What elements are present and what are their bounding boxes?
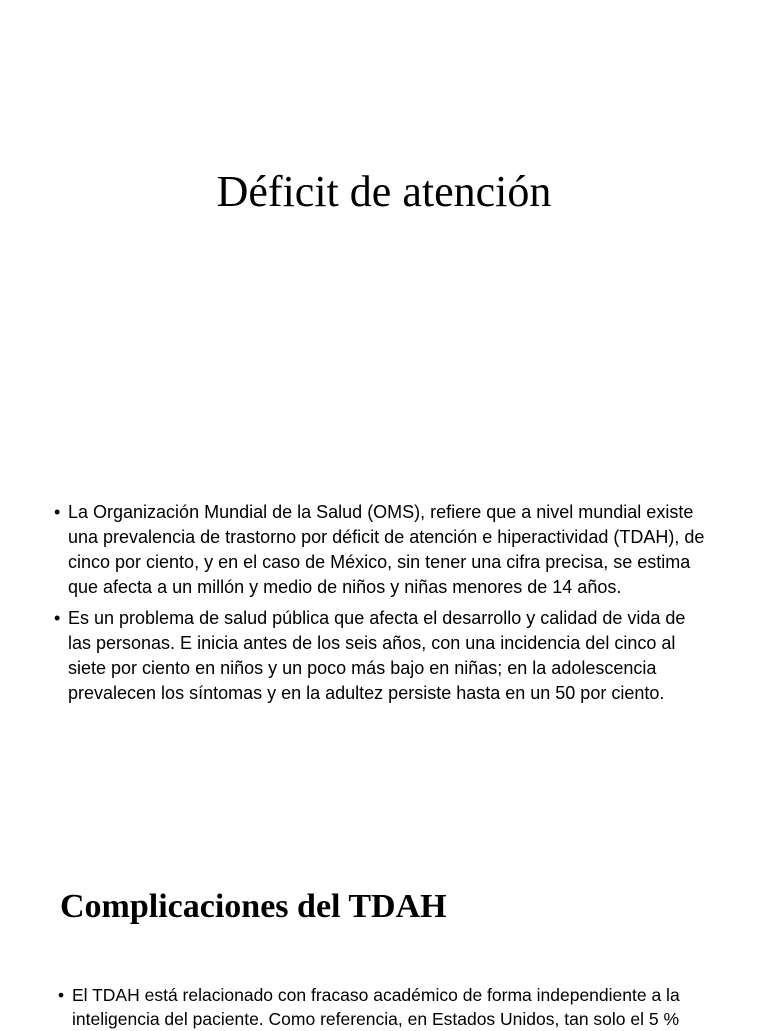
bullet-item <box>52 500 712 600</box>
bullet-list <box>52 500 712 712</box>
bullet-text: La Organización Mundial de la Salud (OMS), refiere que a nivel mundial existe una prevalencia de trastorno por déficit de atención e hiperactividad (TDAH), de cinco por ciento, y en el caso de México, sin tener una cifra precisa, se estima que afecta a un millón y medio de niños y niñas menores de 14 años. <box>68 502 705 597</box>
slide-title: Déficit de atención <box>216 167 552 216</box>
bullet-text: El TDAH está relacionado con fracaso académico de forma independiente a la inteligencia del paciente. Como referencia, en Estados Unidos, tan solo el 5 % <box>72 985 680 1029</box>
bullet-text: Es un problema de salud pública que afecta el desarrollo y calidad de vida de las personas. E inicia antes de los seis años, con una incidencia del cinco al siete por ciento en niños y un poco más bajo en niñas; en la adolescencia prevalecen los síntomas y en la adultez persiste hasta en un 50 por ciento. <box>68 608 686 703</box>
bullet-dot-icon: • <box>58 985 65 1005</box>
bullet-dot-icon: • <box>54 502 61 522</box>
section-title: Complicaciones del TDAH <box>60 888 447 925</box>
bullet-dot-icon: • <box>54 608 61 628</box>
bullet-item <box>52 606 712 706</box>
